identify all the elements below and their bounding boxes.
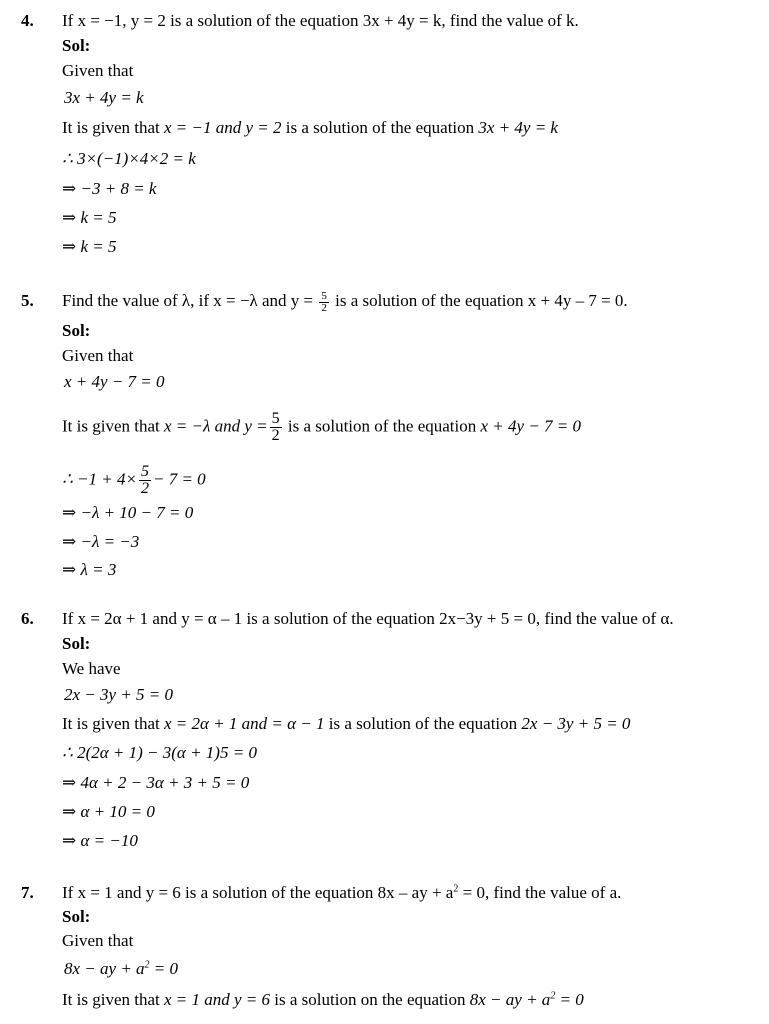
- superscript: 2: [453, 883, 459, 895]
- given-middle: is a solution of the equation: [328, 714, 518, 733]
- equation-part: = 0: [153, 959, 179, 978]
- superscript: 2: [550, 990, 556, 1002]
- given-equation: 3x + 4y = k: [478, 118, 558, 137]
- fraction-denominator: 2: [271, 427, 280, 444]
- step: ⇒ k = 5: [62, 208, 117, 227]
- given-values: x = 1 and y = 6: [163, 990, 271, 1009]
- equation: x + 4y − 7 = 0: [64, 372, 165, 391]
- step: ∴ 2(2α + 1) − 3(α + 1)5 = 0: [62, 743, 257, 762]
- step-part: ∴ −1 + 4×: [62, 469, 137, 489]
- intro-text: Given that: [62, 346, 134, 365]
- given-prefix: It is given that: [62, 714, 160, 733]
- fraction-numerator: 5: [271, 410, 280, 427]
- problem-number: 5.: [21, 291, 34, 310]
- intro-text: Given that: [62, 61, 134, 80]
- problem-number: 6.: [21, 609, 34, 628]
- step: ⇒ 4α + 2 − 3α + 3 + 5 = 0: [62, 773, 250, 792]
- given-prefix: It is given that: [62, 118, 160, 137]
- equation-part: = 0: [559, 990, 584, 1009]
- equation: 2x − 3y + 5 = 0: [64, 685, 174, 704]
- fraction: [139, 464, 151, 497]
- equation: [64, 958, 178, 980]
- fraction-numerator: 5: [321, 289, 327, 302]
- sol-label: Sol:: [62, 36, 91, 55]
- question-part: Find the value of λ, if x = −λ and y =: [62, 291, 314, 310]
- question-text: [62, 882, 621, 904]
- given-line: [62, 117, 558, 139]
- given-line: [62, 989, 584, 1011]
- step: ⇒ k = 5: [62, 237, 117, 256]
- given-equation: 2x − 3y + 5 = 0: [521, 714, 631, 733]
- step: ⇒ −λ = −3: [62, 532, 140, 551]
- question-part: If x = 1 and y = 6 is a solution of the equation 8x – ay + a: [62, 883, 454, 902]
- equation-part: 8x − ay + a: [469, 990, 551, 1009]
- fraction-denominator: 2: [321, 301, 327, 314]
- given-line: [62, 411, 581, 444]
- question-text: [62, 290, 628, 314]
- given-equation: x + 4y − 7 = 0: [480, 416, 582, 436]
- problem-number: 7.: [21, 883, 34, 902]
- step: ∴ 3×(−1)×4×2 = k: [62, 149, 196, 168]
- given-middle: is a solution of the equation: [287, 416, 477, 436]
- given-middle: is a solution of the equation: [285, 118, 475, 137]
- equation-part: 8x − ay + a: [64, 959, 145, 978]
- step: ⇒ α = −10: [62, 831, 138, 850]
- question-part: = 0, find the value of a.: [462, 883, 622, 902]
- fraction: [270, 411, 282, 444]
- step: ⇒ λ = 3: [62, 560, 117, 579]
- given-prefix: It is given that: [62, 990, 160, 1009]
- step: ⇒ −3 + 8 = k: [62, 179, 157, 198]
- superscript: 2: [144, 959, 150, 971]
- step: [62, 464, 206, 497]
- given-middle: is a solution on the equation: [274, 990, 466, 1009]
- fraction-denominator: 2: [140, 480, 149, 497]
- given-values: x = 2α + 1 and = α − 1: [163, 714, 325, 733]
- given-values: x = −1 and y = 2: [163, 118, 282, 137]
- step: ⇒ −λ + 10 − 7 = 0: [62, 503, 194, 522]
- given-prefix: It is given that: [62, 416, 160, 436]
- problem-number: 4.: [21, 11, 34, 30]
- given-values: x = −λ and y =: [163, 416, 268, 436]
- intro-text: Given that: [62, 931, 134, 950]
- given-line: [62, 713, 630, 735]
- question-text: If x = −1, y = 2 is a solution of the equation 3x + 4y = k, find the value of k.: [62, 11, 579, 30]
- sol-label: Sol:: [62, 907, 91, 926]
- sol-label: Sol:: [62, 321, 91, 340]
- question-text: If x = 2α + 1 and y = α – 1 is a solution of the equation 2x−3y + 5 = 0, find the value of α.: [62, 609, 674, 628]
- intro-text: We have: [62, 659, 121, 678]
- equation: 3x + 4y = k: [64, 88, 144, 107]
- question-part: is a solution of the equation x + 4y – 7 = 0.: [335, 291, 628, 310]
- given-equation: [470, 990, 584, 1009]
- fraction-numerator: 5: [140, 463, 149, 480]
- step: ⇒ α + 10 = 0: [62, 802, 155, 821]
- step-part: − 7 = 0: [152, 469, 206, 489]
- fraction: [319, 291, 329, 314]
- sol-label: Sol:: [62, 634, 91, 653]
